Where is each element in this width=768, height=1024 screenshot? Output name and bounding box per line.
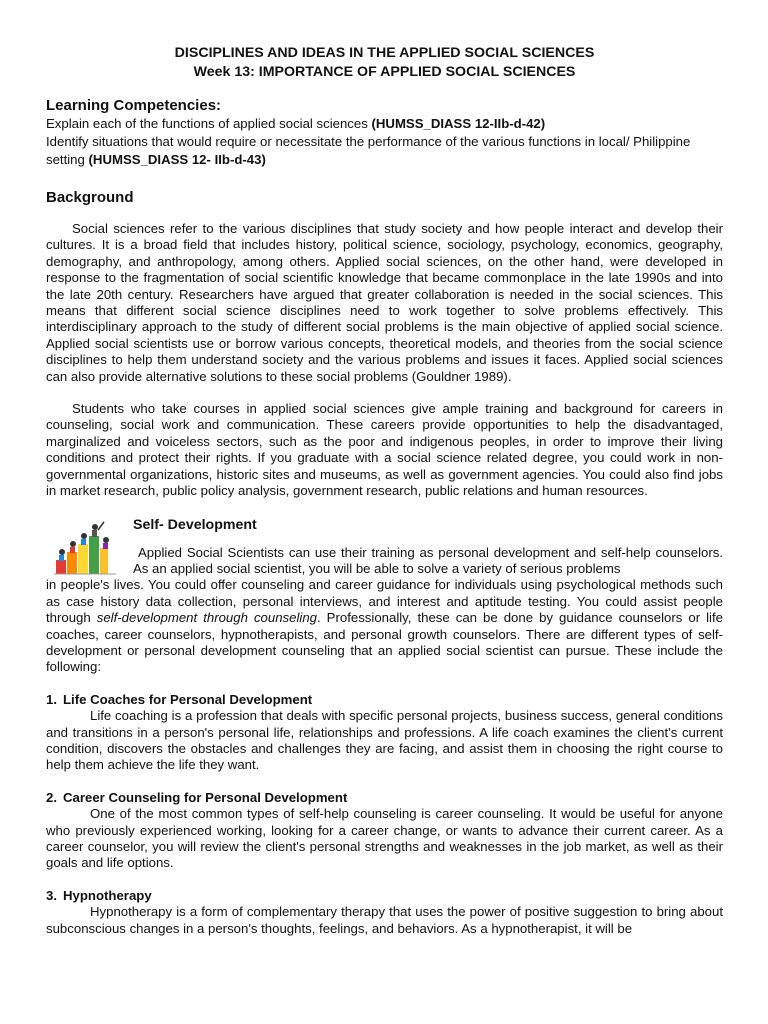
item-2-heading	[46, 790, 723, 806]
item-3-title: Hypnotherapy	[63, 887, 152, 903]
self-development-paragraph-start: Applied Social Scientists can use their training as personal development and self-help counselors. As an applied social scientist, you will be able to solve a variety of serious problems	[133, 544, 723, 576]
competency-1-text: Explain each of the functions of applied social sciences	[46, 116, 372, 131]
item-1-number: 1.	[46, 691, 57, 707]
item-1-title: Life Coaches for Personal Development	[63, 691, 313, 707]
item-1-heading	[46, 692, 723, 708]
item-1-body: Life coaching is a profession that deals with specific personal projects, business success, general conditions and transitions in a person's personal life, relationships and professions. A life coach examines the client's current condition, discovers the obstacles and challenges they are facing, and assist them in choosing the right course to help them achieve the life they want.	[46, 708, 723, 773]
competency-2-code: (HUMSS_DIASS 12- IIb-d-43)	[88, 152, 266, 167]
background-paragraph-2: Students who take courses in applied social sciences give ample training and background for careers in counseling, social work and communication. These careers provide opportunities to help the disadvantaged, marginalized and voiceless sectors, such as the poor and indigenous peoples, in order to improve their living conditions and protect their rights. If you graduate with a social science related degree, you could work in non-governmental organizations, historic sites and museums, as well as government agencies. You could also find jobs in market research, public policy analysis, government research, public relations and human resources.	[46, 401, 723, 499]
item-2-number: 2.	[46, 789, 57, 805]
competency-1	[46, 115, 723, 133]
background-paragraph-1: Social sciences refer to the various disciplines that study society and how people interact and develop their cultures. It is a broad field that includes history, political science, sociology, psychology, economics, geography, demography, and anthropology, among others. Applied social sciences, on the other hand, were developed in response to the fragmentation of social scientific knowledge that became commonplace in the late 1990s and into the late 20th century. Researchers have argued that greater collaboration is needed in the social sciences. This means that different social science disciplines need to work together to solve problems effectively. This interdisciplinary approach to the study of different social problems is the main objective of applied social science. Applied social scientists use or borrow various concepts, theoretical models, and theories from the social science disciplines to help them understand society and the various problems and issues it faces. Applied social sciences can also provide alternative solutions to these social problems (Gouldner 1989).	[46, 221, 723, 384]
self-development-section	[46, 516, 723, 676]
self-development-text-a: in people's lives. You could offer counseling and career guidance for individuals using psychological methods such as case history data collection, personal interviews, and interest and aptitude testing. You could assist people through	[46, 577, 723, 626]
competency-2-text: Identify situations that would require or necessitate the performance of the various functions in local/ Philippine setting	[46, 134, 691, 167]
item-3-number: 3.	[46, 887, 57, 903]
growth-steps-illustration-icon	[54, 518, 116, 576]
self-development-emphasis: self-development through counseling	[96, 610, 317, 626]
item-2-body: One of the most common types of self-help counseling is career counseling. It would be useful for anyone who previously experienced working, looking for a career change, or wants to advance their current career. As a career counselor, you will review the client's personal strengths and weaknesses in the job market, as well as their goals and life options.	[46, 806, 723, 871]
title-line-1: DISCIPLINES AND IDEAS IN THE APPLIED SOCIAL SCIENCES	[174, 45, 595, 61]
background-heading: Background	[46, 189, 134, 206]
title-line-2: Week 13: IMPORTANCE OF APPLIED SOCIAL SCIENCES	[193, 64, 576, 80]
item-3-heading	[46, 888, 723, 904]
item-2-title: Career Counseling for Personal Development	[63, 789, 348, 805]
competencies-heading: Learning Competencies:	[46, 97, 222, 114]
self-development-paragraph-rest	[46, 577, 723, 675]
competency-1-code: (HUMSS_DIASS 12-IIb-d-42)	[371, 116, 546, 131]
document-title	[46, 44, 723, 82]
self-development-heading: Self- Development	[133, 516, 257, 533]
competency-2	[46, 133, 723, 169]
self-development-text-b: . Professionally, these can be done by guidance counselors or life coaches, career counselors, hypnotherapists, and personal growth counselors. There are different types of self-development or personal development counseling that an applied social scientist can pursue. These include the following:	[46, 610, 723, 675]
item-3-body: Hypnotherapy is a form of complementary therapy that uses the power of positive suggestion to bring about subconscious changes in a person's thoughts, feelings, and behaviors. As a hypnotherapist, it will be	[46, 904, 723, 936]
